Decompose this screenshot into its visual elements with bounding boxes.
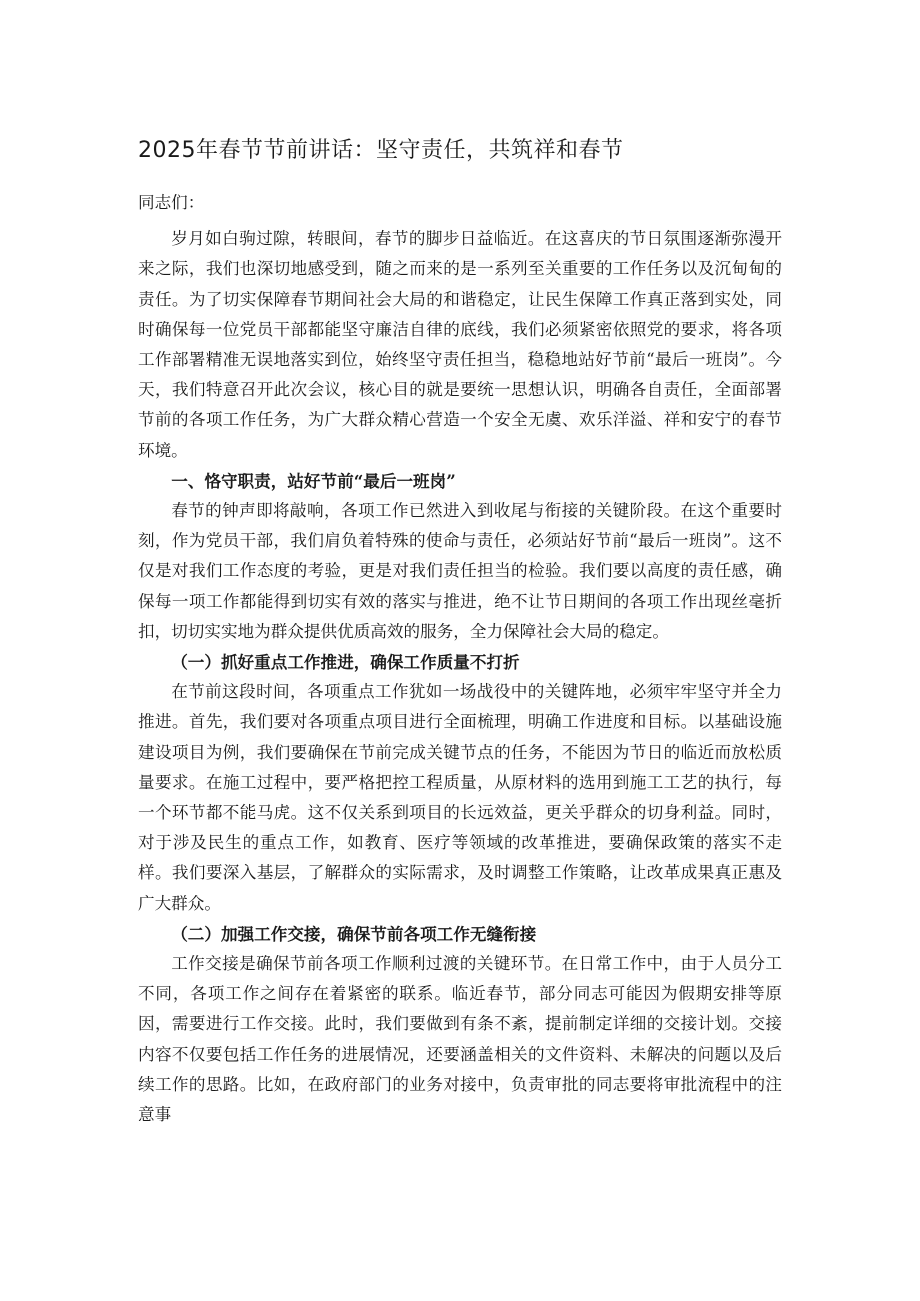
subsection-1-paragraph: 在节前这段时间，各项重点工作犹如一场战役中的关键阵地，必须牢牢坚守并全力推进。首先，我们要对各项重点项目进行全面梳理，明确工作进度和目标。以基础设施建设项目为例，我们要确保在节前完成关键节点的任务，不能因为节日的临近而放松质量要求。在施工过程中，要严格把控工程质量，从原材料的选用到施工工艺的执行，每一个环节都不能马虎。这不仅关系到项目的长远效益，更关乎群众的切身利益。同时，对于涉及民生的重点工作，如教育、医疗等领域的改革推进，要确保政策的落实不走样。我们要深入基层，了解群众的实际需求，及时调整工作策略，让改革成果真正惠及广大群众。 <box>138 682 782 913</box>
subsection-2-paragraph: 工作交接是确保节前各项工作顺利过渡的关键环节。在日常工作中，由于人员分工不同，各项工作之间存在着紧密的联系。临近春节，部分同志可能因为假期安排等原因，需要进行工作交接。此时，我们要做到有条不紊，提前制定详细的交接计划。交接内容不仅要包括工作任务的进展情况，还要涵盖相关的文件资料、未解决的问题以及后续工作的思路。比如，在政府部门的业务对接中，负责审批的同志要将审批流程中的注意事 <box>138 954 782 1125</box>
section-1-paragraph: 春节的钟声即将敲响，各项工作已然进入到收尾与衔接的关键阶段。在这个重要时刻，作为党员干部，我们肩负着特殊的使命与责任，必须站好节前“最后一班岗”。这不仅是对我们工作态度的考验，更是对我们责任担当的检验。我们要以高度的责任感，确保每一项工作都能得到切实有效的落实与推进，绝不让节日期间的各项工作出现丝毫折扣，切切实实地为群众提供优质高效的服务，全力保障社会大局的稳定。 <box>138 501 782 641</box>
salutation: 同志们： <box>138 193 205 212</box>
page-title: 2025年春节节前讲话：坚守责任，共筑祥和春节 <box>138 138 624 163</box>
document-body <box>138 188 782 1130</box>
section-heading-1: 一、恪守职责，站好节前“最后一班岗” <box>171 470 456 491</box>
subsection-heading-1: （一）抓好重点工作推进，确保工作质量不打折 <box>171 652 520 673</box>
subsection-heading-2: （二）加强工作交接，确保节前各项工作无缝衔接 <box>171 923 537 944</box>
intro-paragraph: 岁月如白驹过隙，转眼间，春节的脚步日益临近。在这喜庆的节日氛围逐渐弥漫开来之际，我们也深切地感受到，随之而来的是一系列至关重要的工作任务以及沉甸甸的责任。为了切实保障春节期间社会大局的和谐稳定，让民生保障工作真正落到实处，同时确保每一位党员干部都能坚守廉洁自律的底线，我们必须紧密依照党的要求，将各项工作部署精准无误地落实到位，始终坚守责任担当，稳稳地站好节前“最后一班岗”。今天，我们特意召开此次会议，核心目的就是要统一思想认识，明确各自责任，全面部署节前的各项工作任务，为广大群众精心营造一个安全无虞、欢乐洋溢、祥和安宁的春节环境。 <box>138 229 782 460</box>
